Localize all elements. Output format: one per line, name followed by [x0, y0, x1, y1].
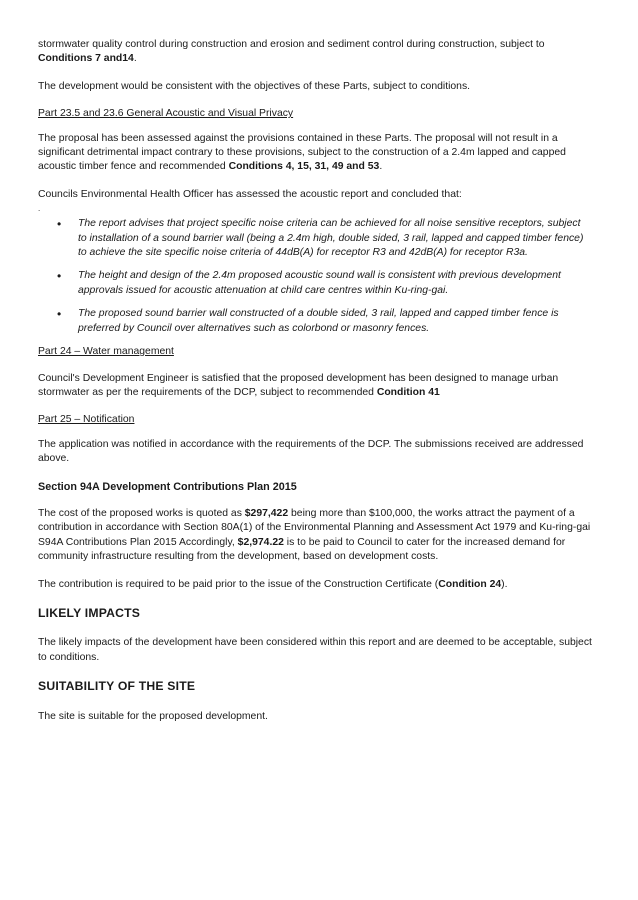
bullet-icon: •	[57, 269, 62, 284]
heading-section-94a: Section 94A Development Contributions Plan 2015	[38, 480, 297, 493]
heading-likely-impacts: LIKELY IMPACTS	[38, 605, 141, 620]
heading-site-suitability: SUITABILITY OF THE SITE	[38, 679, 196, 694]
paragraph-contribution-timing	[38, 578, 600, 592]
list-item	[38, 269, 600, 298]
paragraph-acoustic-assessment	[38, 132, 600, 175]
paragraph-end: .	[133, 53, 137, 65]
paragraph-end: ).	[501, 578, 508, 590]
contribution-amount: $2,974.22	[237, 536, 284, 548]
conditions-reference: Condition 24	[438, 578, 502, 590]
conditions-reference: Conditions 7 and14	[38, 53, 134, 65]
heading-notification: Part 25 – Notification	[38, 414, 135, 426]
conditions-reference: Condition 41	[376, 386, 440, 398]
list-item	[38, 217, 600, 260]
conditions-reference: Conditions 4, 15, 31, 49 and 53	[228, 161, 380, 173]
paragraph-health-officer: Councils Environmental Health Officer has assessed the acoustic report and concluded that:	[38, 188, 462, 200]
list-item-text: The height and design of the 2.4m proposed acoustic sound wall is consistent with previous development approvals issued for acoustic attenuation at child care centres within Ku-ring-gai.	[78, 270, 561, 296]
paragraph-development-engineer	[38, 372, 600, 401]
acoustic-findings-list	[38, 217, 600, 336]
stray-mark: .	[38, 204, 41, 214]
paragraph-text: Council's Development Engineer is satisfied that the proposed development has been designed to manage urban stormwater as per the requirements of the DCP, subject to recommended	[38, 372, 559, 398]
paragraph-text: The cost of the proposed works is quoted as	[38, 507, 245, 519]
paragraph-text: stormwater quality control during construction and erosion and sediment control during construction, subject to	[38, 39, 545, 50]
paragraph-text: being more than $100,000, the works attract the payment of a contribution in accordance with Section 80A(1) of the Environmental Planning and Assessment Act 1979 and Ku-ring-gai S94A Contributions Plan 2015 Accordingly,	[38, 507, 591, 548]
paragraph-site-suitability: The site is suitable for the proposed development.	[38, 710, 268, 722]
paragraph-text: The contribution is required to be paid prior to the issue of the Construction Certificate (	[38, 578, 439, 590]
paragraph-notification: The application was notified in accordance with the requirements of the DCP. The submissions received are addressed above.	[38, 438, 584, 465]
list-item	[38, 307, 600, 336]
bullet-icon: •	[57, 217, 62, 232]
list-item-text: The report advises that project specific noise criteria can be achieved for all noise sensitive receptors, subject to installation of a sound barrier wall (being a 2.4m high, double sided, 3 rail, lapped and capped timber fence) to achieve the site specific noise criteria of 44dB(A) for receptor R3 and 42dB(A) for receptor R3a.	[78, 218, 584, 259]
list-item-text: The proposed sound barrier wall constructed of a double sided, 3 rail, lapped and capped timber fence is preferred by Council over alternatives such as colorbond or masonry fences.	[78, 308, 559, 334]
heading-water-management: Part 24 – Water management	[38, 346, 174, 358]
paragraph-consistency: The development would be consistent with the objectives of these Parts, subject to conditions.	[38, 80, 471, 92]
cost-amount: $297,422	[244, 507, 289, 519]
paragraph-text: The proposal has been assessed against the provisions contained in these Parts. The proposal will not result in a significant detrimental impact contrary to these provisions, subject to the construction of a 2.4m lapped and capped acoustic timber fence and recommended	[38, 132, 566, 173]
paragraph-end: .	[379, 161, 383, 173]
paragraph-text: is to be paid to Council to cater for the increased demand for community infrastructure resulting from the development, based on development costs.	[38, 536, 566, 563]
paragraph-stormwater-control	[38, 38, 600, 67]
bullet-icon: •	[57, 307, 62, 322]
paragraph-contribution-cost	[38, 507, 600, 565]
heading-acoustic-privacy: Part 23.5 and 23.6 General Acoustic and Visual Privacy	[38, 108, 294, 120]
paragraph-likely-impacts: The likely impacts of the development have been considered within this report and are deemed to be acceptable, subject to conditions.	[38, 637, 592, 663]
